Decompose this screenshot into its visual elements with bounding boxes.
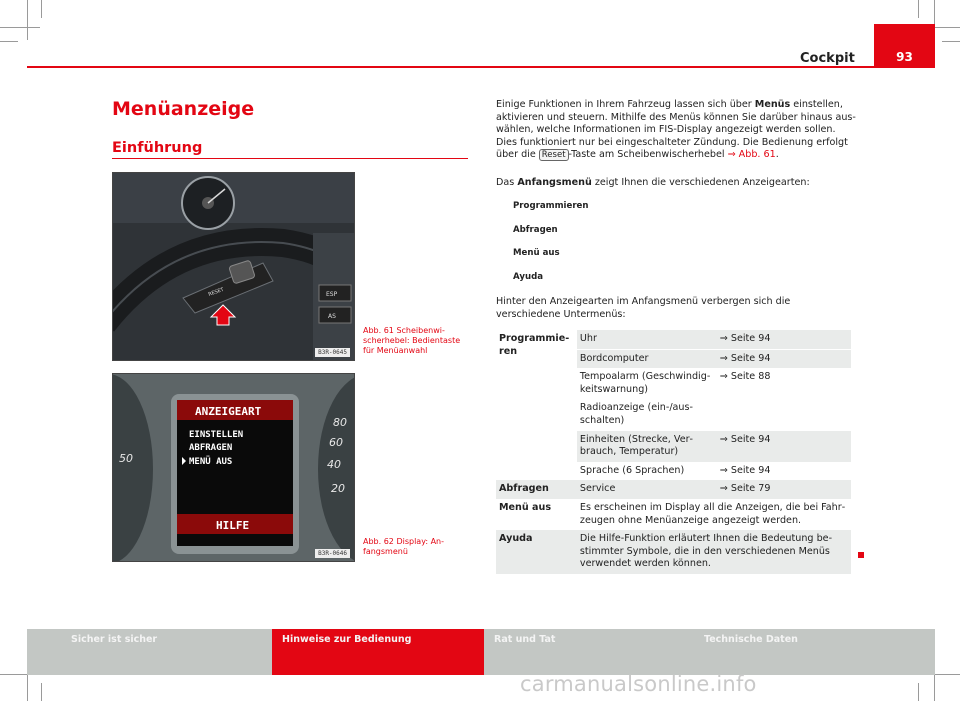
gauge-right-label: 20 [331, 482, 345, 495]
figure-caption: Abb. 61 Scheibenwischerhebel: Bedientaste für Menüanwahl [363, 326, 461, 355]
crop-mark [0, 27, 40, 28]
display-item: ABFRAGEN [189, 443, 233, 453]
table-cell-label: Programmieren [499, 333, 570, 357]
figure-caption: Abb. 62 Display: Anfangsmenü [363, 537, 445, 556]
reset-label: RESET [207, 286, 225, 298]
text-run: zeigt Ihnen die verschiedenen Anzeigearten: [591, 177, 810, 188]
subsection-title: Einführung [112, 140, 203, 156]
header-rule [27, 66, 935, 68]
table-cell: Bordcomputer [577, 349, 717, 368]
start-menu-item: Ayuda [513, 272, 544, 282]
figure-link[interactable]: ⇒ Abb. 61 [727, 149, 776, 161]
start-menu-paragraph [496, 177, 856, 190]
table-cell-label: Menü aus [499, 501, 552, 513]
as-label: AS [328, 313, 336, 320]
crop-mark [918, 0, 919, 18]
footer-tab-rat[interactable]: Rat und Tat [484, 629, 696, 675]
table-row [496, 530, 851, 574]
page-number: 93 [896, 50, 913, 64]
display-title: ANZEIGEART [195, 405, 262, 418]
table-cell: Radioanzeige (ein-/ausschalten) [579, 402, 693, 426]
table-row [496, 480, 851, 499]
crop-mark [41, 0, 42, 18]
table-cell: Service [577, 480, 717, 499]
crop-mark [918, 683, 919, 701]
figure-display-menu [112, 373, 355, 562]
footer-tab-technische-daten[interactable]: Technische Daten [696, 629, 935, 675]
section-title: Menüanzeige [112, 98, 255, 120]
text-run: -Taste am Scheibenwischerhebel [568, 149, 728, 161]
crop-mark [41, 683, 42, 701]
start-menu-item: Abfragen [513, 225, 558, 235]
text-bold: Anfangsmenü [517, 177, 592, 188]
table-cell: Uhr [577, 330, 717, 349]
footer-tab-sicher[interactable]: Sicher ist sicher [27, 629, 272, 675]
table-cell-ref[interactable]: ⇒ Seite 94 [717, 330, 851, 349]
table-cell: Sprache (6 Sprachen) [579, 464, 685, 476]
table-cell: Es erscheinen im Display all die Anzeigen, die bei Fahrzeugen ohne Menüanzeige angezeigt werden. [579, 501, 846, 526]
table-row [496, 499, 851, 530]
intro-paragraph [496, 99, 856, 162]
table-cell-ref[interactable]: ⇒ Seite 94 [719, 464, 771, 476]
crop-mark [0, 41, 18, 42]
crop-mark [942, 41, 960, 42]
header-title: Cockpit [800, 51, 855, 66]
start-menu-item: Menü aus [513, 248, 560, 258]
page-number-box [874, 24, 935, 67]
watermark: carmanualsonline.info [520, 672, 757, 696]
table-cell-label: Ayuda [496, 530, 577, 574]
table-cell: Tempoalarm (Geschwindigkeitswarnung) [579, 371, 711, 395]
display-item: MENÜ AUS [189, 457, 233, 467]
footer-tab-bedienung[interactable]: Hinweise zur Bedienung [272, 629, 484, 675]
text-run: Einige Funktionen in Ihrem Fahrzeug lassen sich über [496, 99, 755, 110]
start-menu-item: Programmieren [513, 201, 589, 211]
table-cell-ref [717, 399, 851, 430]
text-run: . [775, 149, 779, 161]
esp-label: ESP [326, 291, 338, 298]
gauge-left-label: 50 [119, 452, 133, 465]
display-illustration [113, 374, 355, 562]
table-cell-ref[interactable]: ⇒ Seite 79 [717, 480, 851, 499]
table-cell-label: Abfragen [496, 480, 577, 499]
table-cell: Die Hilfe-Funktion erläutert Ihnen die Bedeutung bestimmter Symbole, die in den verschiedenen Menüs verwendet werden können. [577, 530, 851, 574]
wiper-lever-illustration [113, 173, 355, 361]
text-run: Das [496, 177, 518, 188]
gauge-right-label: 60 [329, 436, 343, 449]
table-cell: Einheiten (Strecke, Verbrauch, Temperatur) [577, 431, 717, 462]
subsection-rule [112, 158, 468, 159]
table-cell-ref[interactable]: ⇒ Seite 94 [717, 431, 851, 462]
table-row [496, 330, 851, 349]
figure-code: B3R-0645 [315, 348, 350, 357]
section-end-mark [858, 552, 864, 558]
figure-wiper-lever [112, 172, 355, 361]
display-item: EINSTELLEN [189, 430, 244, 440]
table-cell-ref[interactable]: ⇒ Seite 88 [719, 371, 771, 383]
figure-code: B3R-0646 [315, 549, 350, 558]
crop-mark [27, 0, 28, 40]
gauge-right-label: 40 [327, 458, 341, 471]
reset-key-icon: Reset [539, 149, 569, 161]
text-run: einstellen, aktivieren und steuern. Mithilfe des Menüs können Sie darüber hinaus auswählen, welche Informationen im FIS-Display angezeigt werden sollen. Dies funktioniert nur bei eingeschalteter Zündung. Die Bedienung erfolgt über die [496, 99, 856, 161]
table-cell-ref[interactable]: ⇒ Seite 94 [717, 349, 851, 368]
gauge-right-label: 80 [333, 416, 347, 429]
submenu-table [496, 330, 851, 574]
submenu-paragraph: Hinter den Anzeigearten im Anfangsmenü verbergen sich die verschiedene Untermenüs: [496, 296, 791, 320]
text-bold: Menüs [754, 99, 791, 110]
display-footer: HILFE [216, 519, 250, 532]
